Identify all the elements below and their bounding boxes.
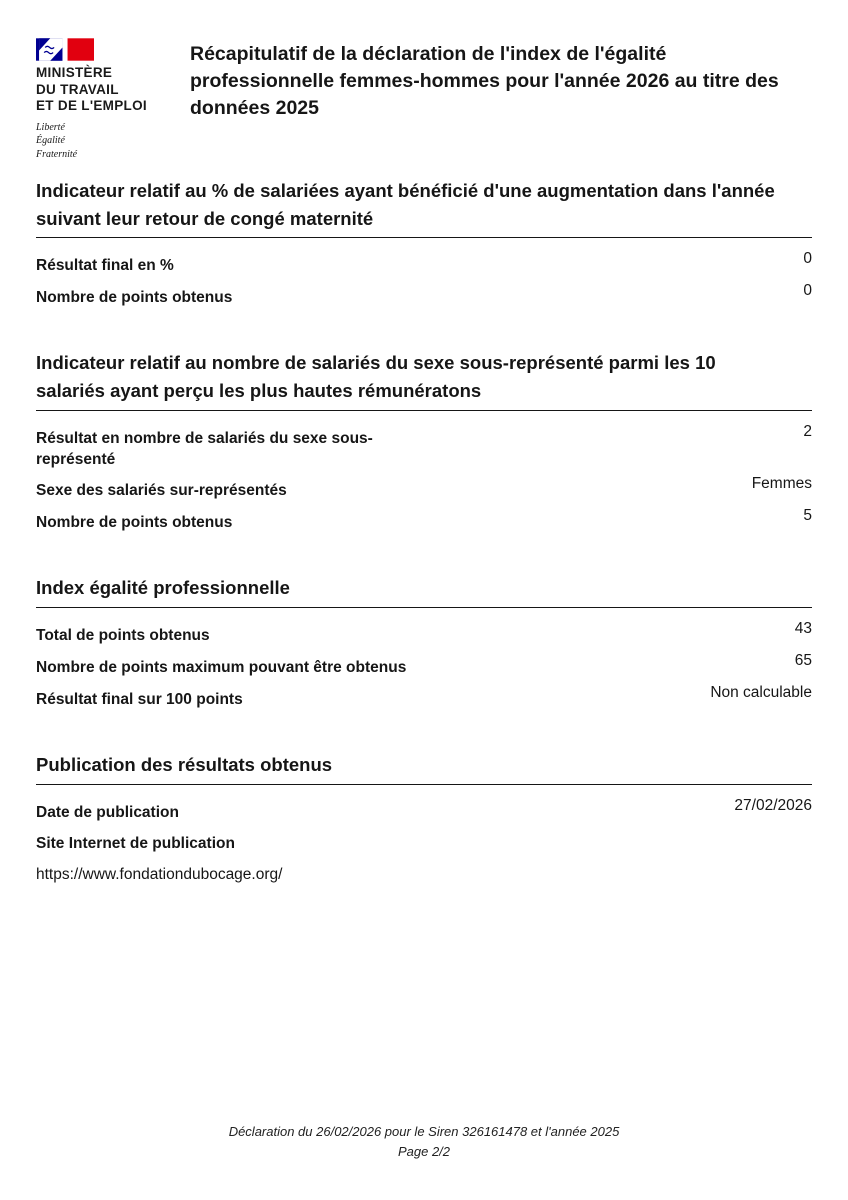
row-value: Femmes [751,475,812,493]
row-label: Date de publication [36,803,179,821]
table-row [36,250,812,277]
publication-site-link[interactable]: https://www.fondationdubocage.org/ [36,866,283,884]
document-header [36,38,812,161]
table-row [36,475,812,502]
row-label: Total de points obtenus [36,627,210,645]
table-row [36,683,812,711]
row-value: 27/02/2026 [734,796,812,814]
row-value: 0 [803,250,812,268]
row-label: Résultat final sur 100 points [36,690,243,708]
french-flag-icon [36,38,94,61]
row-label: Résultat en nombre de salariés du sexe sous-représenté [36,429,373,468]
row-value: 5 [803,507,812,525]
row-value: 0 [803,282,812,300]
motto-line: Égalité [36,135,65,147]
row-label: Résultat final en % [36,257,174,275]
republic-motto [36,121,164,161]
ministry-name-line: DU TRAVAIL [36,81,119,97]
declaration-info: Déclaration du 26/02/2026 pour le Siren 326161478 et l'année 2025 [228,1123,620,1139]
table-row [36,796,812,824]
row-value: Non calculable [710,683,812,701]
page-number: Page 2/2 [397,1143,451,1159]
ministry-name-line: ET DE L'EMPLOI [36,98,147,114]
section-heading: Index égalité professionnelle [36,574,812,608]
section-heading: Publication des résultats obtenus [36,751,812,785]
row-value: 43 [794,620,812,638]
row-label: Site Internet de publication [36,835,235,853]
table-row [36,651,812,679]
table-row [36,282,812,309]
section-equality-index [36,574,812,711]
ministry-name [36,65,164,115]
row-value: 65 [794,651,812,669]
section-heading: Indicateur relatif au % de salariées ayant bénéficié d'une augmentation dans l'année suivant leur retour de congé maternité [36,177,812,239]
section-maternity-raise-indicator [36,177,812,309]
section-high-remuneration-indicator [36,349,812,534]
table-row [36,620,812,647]
row-label: Sexe des salariés sur-représentés [36,482,287,500]
ministry-logo [36,38,164,161]
ministry-name-line: MINISTÈRE [36,65,113,80]
section-publication [36,751,812,886]
row-value: 2 [803,422,812,440]
table-row [36,507,812,534]
page-footer [0,1122,848,1162]
section-heading: Indicateur relatif au nombre de salariés du sexe sous-représenté parmi les 10 salariés ayant perçu les plus hautes rémunératons [36,349,812,411]
table-row [36,834,812,855]
row-label: Nombre de points maximum pouvant être obtenus [36,658,407,676]
page-title: Récapitulatif de la déclaration de l'index de l'égalité professionnelle femmes-hommes pour l'année 2026 au titre des données 2025 [190,43,779,119]
motto-line: Liberté [36,122,65,134]
table-row [36,422,812,471]
row-label: Nombre de points obtenus [36,514,233,532]
row-label: Nombre de points obtenus [36,289,233,307]
motto-line: Fraternité [36,148,78,160]
